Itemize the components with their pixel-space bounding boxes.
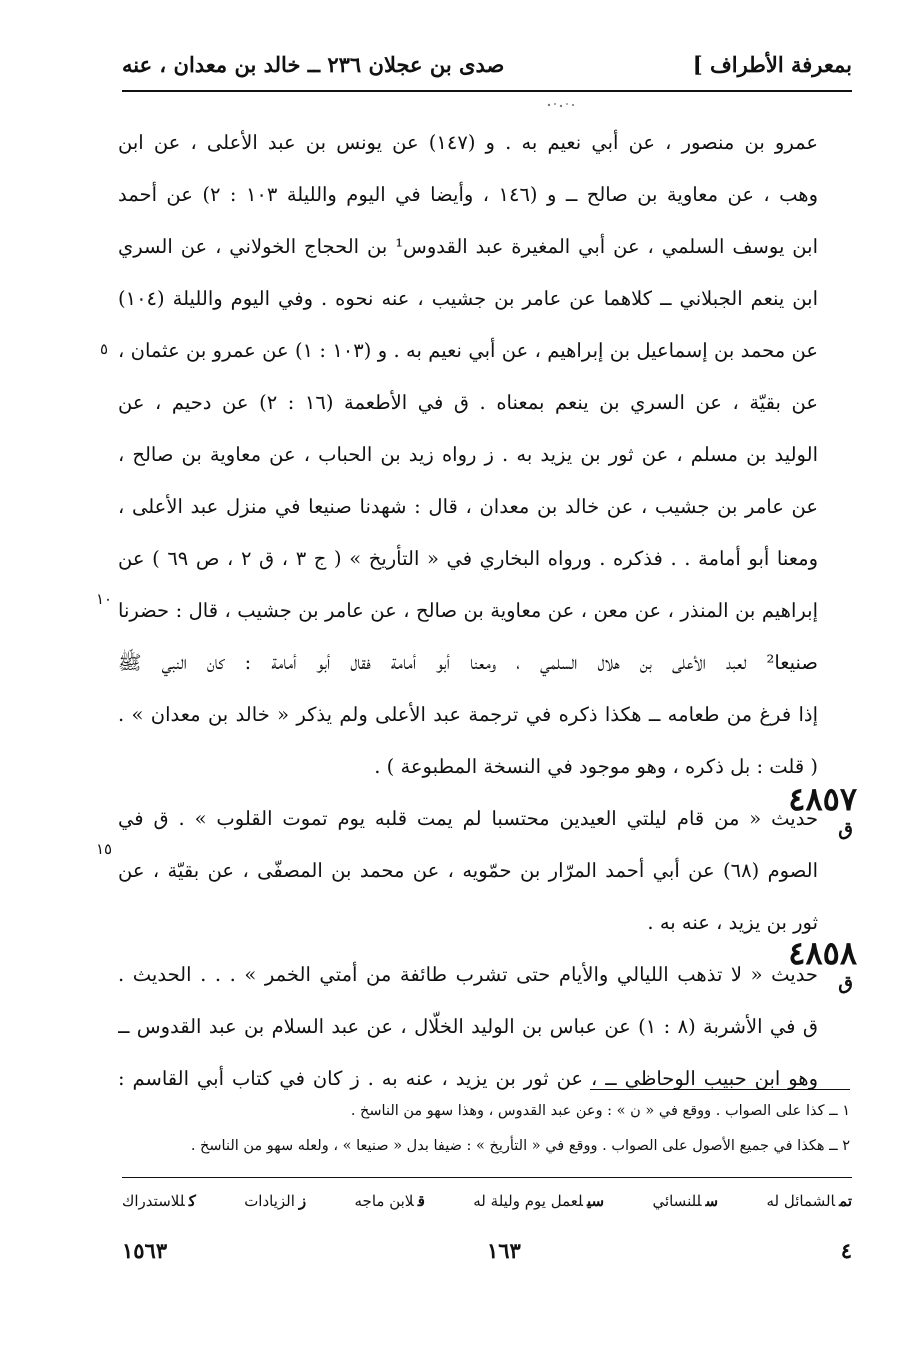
text-line: عن عامر بن جشيب ، عن خالد بن معدان ، قال : شهدنا صنيعا في منزل عبد الأعلى ،: [118, 495, 818, 518]
hadith-heading-line: حديث « من قام ليلتي العيدين محتسبا لم يمت قلبه يوم تموت القلوب » . ق في: [118, 807, 818, 830]
sigla-item: كللاستدراك: [122, 1192, 196, 1210]
sigla-rule: [122, 1177, 852, 1178]
footnote-1: ١ ــ كذا على الصواب . ووقع في « ن » : وعن عبد القدوس ، وهذا سهو من الناسخ .: [350, 1103, 850, 1119]
text-line: عمرو بن منصور ، عن أبي نعيم به . و (١٤٧) عن يونس بن عبد الأعلى ، عن ابن: [118, 131, 818, 154]
cumulative-page-number: ١٥٦٣: [122, 1237, 168, 1263]
page-number: ١٦٣: [487, 1237, 521, 1263]
text-line: ق في الأشربة (٨ : ١) عن عباس بن الوليد الخلّال ، عن عبد السلام بن عبد القدوس ــ: [118, 1015, 818, 1038]
text-line: ثور بن يزيد ، عنه به .: [647, 911, 818, 934]
text-line: صنيعا² لعبد الأعلى بن هلال السلمي ، ومعنا أبو أمامة فقال أبو أمامة : كان النبي ﷺ: [118, 651, 818, 674]
text-line: عن بقيّة ، عن السري بن ينعم بمعناه . ق في الأطعمة (١٦ : ٢) عن دحيم ، عن: [118, 391, 818, 414]
page-footer: [122, 1232, 852, 1268]
sigla-item: زالزيادات: [244, 1192, 307, 1210]
text-line: عن محمد بن إسماعيل بن إبراهيم ، عن أبي نعيم به . و (١٠٣ : ١) عن عمرو بن عثمان ،: [118, 339, 818, 362]
footnote-2: ٢ ــ هكذا في جميع الأصول على الصواب . ووقع في « التأريخ » : ضيفا بدل « صنيعا » ، ولعله سهو من الناسخ .: [190, 1138, 850, 1154]
header-rule: [122, 90, 852, 92]
text-line: وهو ابن حبيب الوحاظي ــ ، عن ثور بن يزيد ، عنه به . ز كان في كتاب أبي القاسم :: [118, 1067, 818, 1090]
sigla-item: تمالشمائل له: [766, 1192, 852, 1210]
hadith-number: ٤٨٥٨: [788, 934, 857, 972]
text-line: الوليد بن مسلم ، عن ثور بن يزيد به . ز رواه زيد بن الحباب ، عن معاوية بن صالح ،: [118, 443, 818, 466]
text-line: ابن يوسف السلمي ، عن أبي المغيرة عبد القدوس¹ بن الحجاج الخولاني ، عن السري: [118, 235, 818, 258]
hadith-number: ٤٨٥٧: [788, 780, 857, 818]
text-line: إبراهيم بن المنذر ، عن معن ، عن معاوية بن صالح ، عن عامر بن جشيب ، قال : حضرنا: [118, 599, 818, 622]
ornament-mark: [545, 100, 579, 110]
running-header: [122, 42, 852, 86]
hadith-heading-line: حديث « لا تذهب الليالي والأيام حتى تشرب طائفة من أمتي الخمر » . . . الحديث .: [118, 963, 818, 986]
sigla-item: قلابن ماجه: [354, 1192, 425, 1210]
hadith-sigla: ق: [838, 818, 853, 840]
sigla-legend: [122, 1184, 852, 1218]
line-number-10: ١٠: [95, 590, 113, 608]
header-section-title: بمعرفة الأطراف ]: [692, 51, 852, 77]
footnote-rule: [590, 1089, 850, 1090]
sigla-item: سللنسائي: [652, 1192, 719, 1210]
volume-number: ٤: [840, 1237, 852, 1263]
text-line: ( قلت : بل ذكره ، وهو موجود في النسخة المطبوعة ) .: [374, 755, 818, 778]
text-line: إذا فرغ من طعامه ــ هكذا ذكره في ترجمة عبد الأعلى ولم يذكر « خالد بن معدان » .: [118, 703, 818, 726]
text-line: الصوم (٦٨) عن أبي أحمد المرّار بن حمّويه ، عن محمد بن المصفّى ، عن بقيّة ، عن: [118, 859, 818, 882]
hadith-sigla: ق: [838, 972, 853, 994]
line-number-15: ١٥: [95, 840, 113, 858]
text-line: وهب ، عن معاوية بن صالح ــ و (١٤٦ ، وأيضا في اليوم والليلة ١٠٣ : ٢) عن أحمد: [118, 183, 818, 206]
line-number-5: ٥: [99, 340, 109, 358]
header-narrator-title: صدى بن عجلان ٢٣٦ ــ خالد بن معدان ، عنه: [122, 51, 505, 77]
text-line: ومعنا أبو أمامة . . فذكره . ورواه البخاري في « التأريخ » ( ج ٣ ، ق ٢ ، ص ٦٩ ) عن: [118, 547, 818, 570]
text-line: ابن ينعم الجبلاني ــ كلاهما عن عامر بن جشيب ، عنه نحوه . وفي اليوم والليلة (١٠٤): [118, 287, 818, 310]
sigla-item: سيلعمل يوم وليلة له: [473, 1192, 605, 1210]
